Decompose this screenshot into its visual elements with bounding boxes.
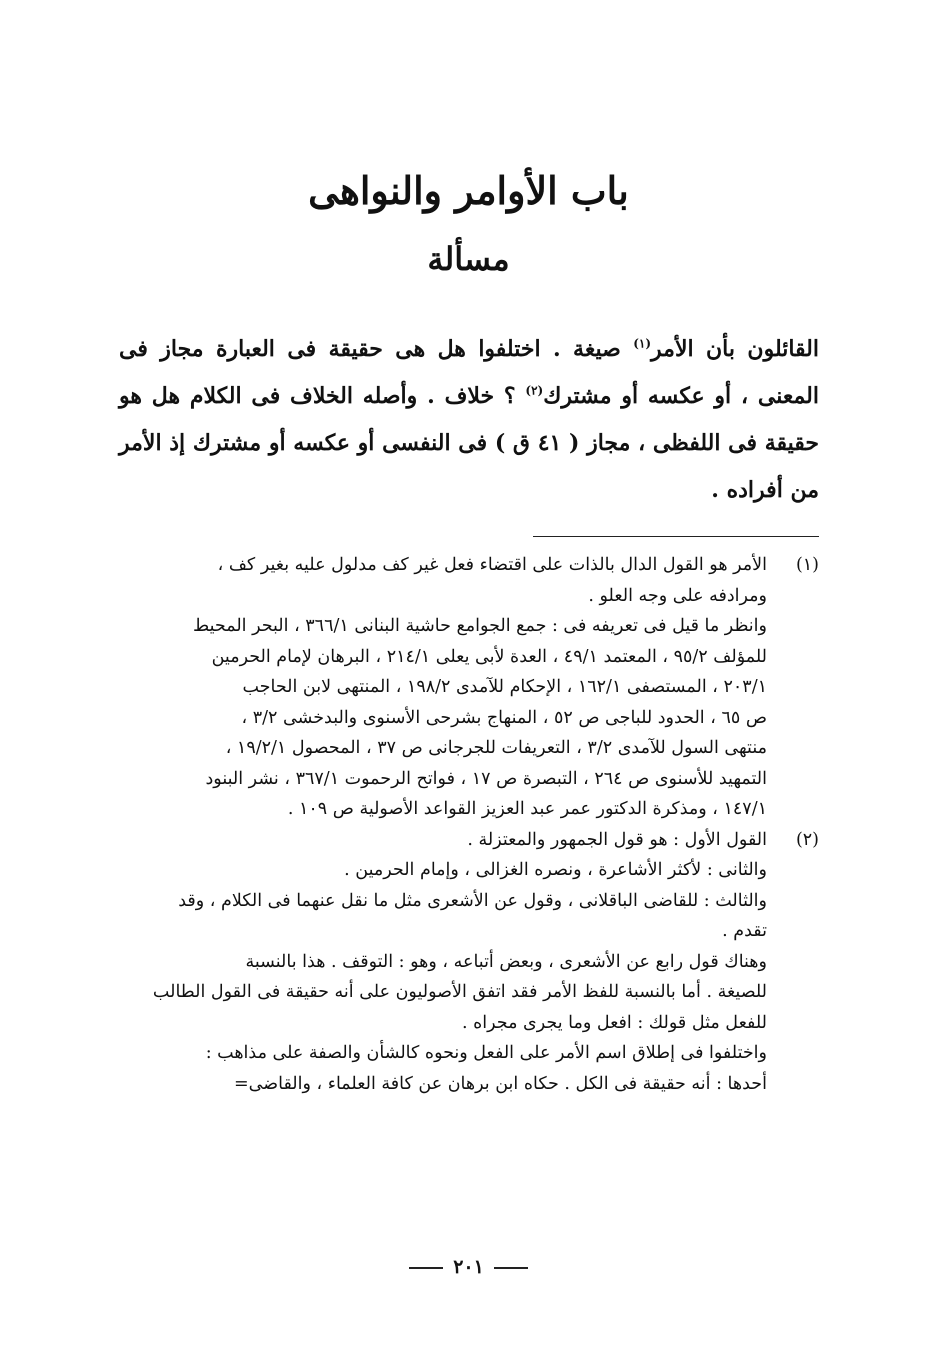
footnote: [119, 825, 819, 1100]
page-number: ٢٠١: [453, 1256, 484, 1278]
body-line-text: حقيقة فى اللفظى ، مجاز ( ٤١ ق ) فى النفسى أو عكسه أو مشترك إذ الأمر: [119, 430, 819, 456]
footnote-line: للمؤلف ٩٥/٢ ، المعتمد ٤٩/١ ، العدة لأبى يعلى ٢١٤/١ ، البرهان لإمام الحرمين: [211, 646, 767, 667]
footnote-line: التمهيد للأسنوى ص ٢٦٤ ، التبصرة ص ١٧ ، فواتح الرحموت ٣٦٧/١ ، نشر البنود: [205, 768, 767, 789]
footnote-line: ص ٦٥ ، الحدود للباجى ص ٥٢ ، المنهاج بشرحى الأسنوى والبدخشى ٣/٢ ،: [241, 707, 767, 728]
footnote-ref[interactable]: (٢): [525, 383, 544, 398]
footnote-line: للفعل مثل قولك : افعل وما يجرى مجراه .: [462, 1012, 767, 1033]
footnote-line: ومرادفه على وجه العلو .: [588, 585, 767, 606]
footnote-line: ١٤٧/١ ، ومذكرة الدكتور عمر عبد العزيز القواعد الأصولية ص ١٠٩ .: [287, 799, 767, 819]
main-text: [119, 326, 819, 514]
footnote-number: (١): [795, 555, 819, 575]
footnote-separator: [533, 536, 819, 537]
footnote-line: واختلفوا فى إطلاق اسم الأمر على الفعل ونحوه كالشأن والصفة على مذاهب :: [205, 1043, 767, 1063]
footer-dash-left: [409, 1267, 443, 1269]
footnote-line: وانظر ما قيل فى تعريفه فى : جمع الجوامع حاشية البنانى ٣٦٦/١ ، البحر المحيط: [193, 616, 767, 636]
footnote-line: والثانى : لأكثر الأشاعرة ، ونصره الغزالى ، وإمام الحرمين .: [344, 860, 767, 880]
footnote-line: والثالث : للقاضى الباقلانى ، وقول عن الأشعرى مثل ما نقل عنهما فى الكلام ، وقد: [178, 890, 767, 911]
footnote-line: منتهى السول للآمدى ٣/٢ ، التعريفات للجرجانى ص ٣٧ ، المحصول ١٩/٢/١ ،: [225, 738, 767, 758]
page-footer: [0, 1256, 937, 1278]
footnote-number: (٢): [795, 829, 819, 850]
footnote-ref[interactable]: (١): [633, 336, 652, 351]
body-line-text: من أفراده .: [711, 477, 819, 503]
footnote: [119, 550, 819, 825]
body-line: [119, 373, 819, 420]
footer-dash-right: [494, 1267, 528, 1269]
footnote-line: وهناك قول رابع عن الأشعرى ، وبعض أتباعه ، وهو : التوقف . هذا بالنسبة: [245, 951, 767, 972]
chapter-title: باب الأوامر والنواهى: [308, 168, 629, 213]
footnotes: [119, 550, 819, 1099]
body-line-text: المعنى ، أو عكسه أو مشترك: [543, 383, 819, 409]
section-subtitle: مسألة: [427, 240, 510, 278]
footnote-line: أحدها : أنه حقيقة فى الكل . حكاه ابن برهان عن كافة العلماء ، والقاضى=: [234, 1073, 767, 1094]
footnote-line: تقدم .: [722, 921, 767, 941]
body-line: [119, 467, 819, 514]
body-line: [119, 420, 819, 467]
body-line-text: القائلون بأن الأمر: [651, 336, 819, 362]
footnote-line: الأمر هو القول الدال بالذات على اقتضاء فعل غير كف مدلول عليه بغير كف ،: [217, 555, 767, 575]
body-line: [119, 326, 819, 373]
footnote-line: ٢٠٣/١ ، المستصفى ١٦٢/١ ، الإحكام للآمدى ١٩٨/٢ ، المنتهى لابن الحاجب: [242, 677, 767, 697]
body-line-text: ؟ خلاف . وأصله الخلاف فى الكلام هل هو: [119, 383, 526, 409]
body-line-text: صيغة . اختلفوا هل هى حقيقة فى العبارة مجاز فى: [119, 336, 634, 362]
footnote-line: للصيغة . أما بالنسبة للفظ الأمر فقد اتفق الأصوليون على أنه حقيقة فى القول الطالب: [152, 982, 767, 1002]
footnote-line: القول الأول : هو قول الجمهور والمعتزلة .: [467, 829, 767, 850]
